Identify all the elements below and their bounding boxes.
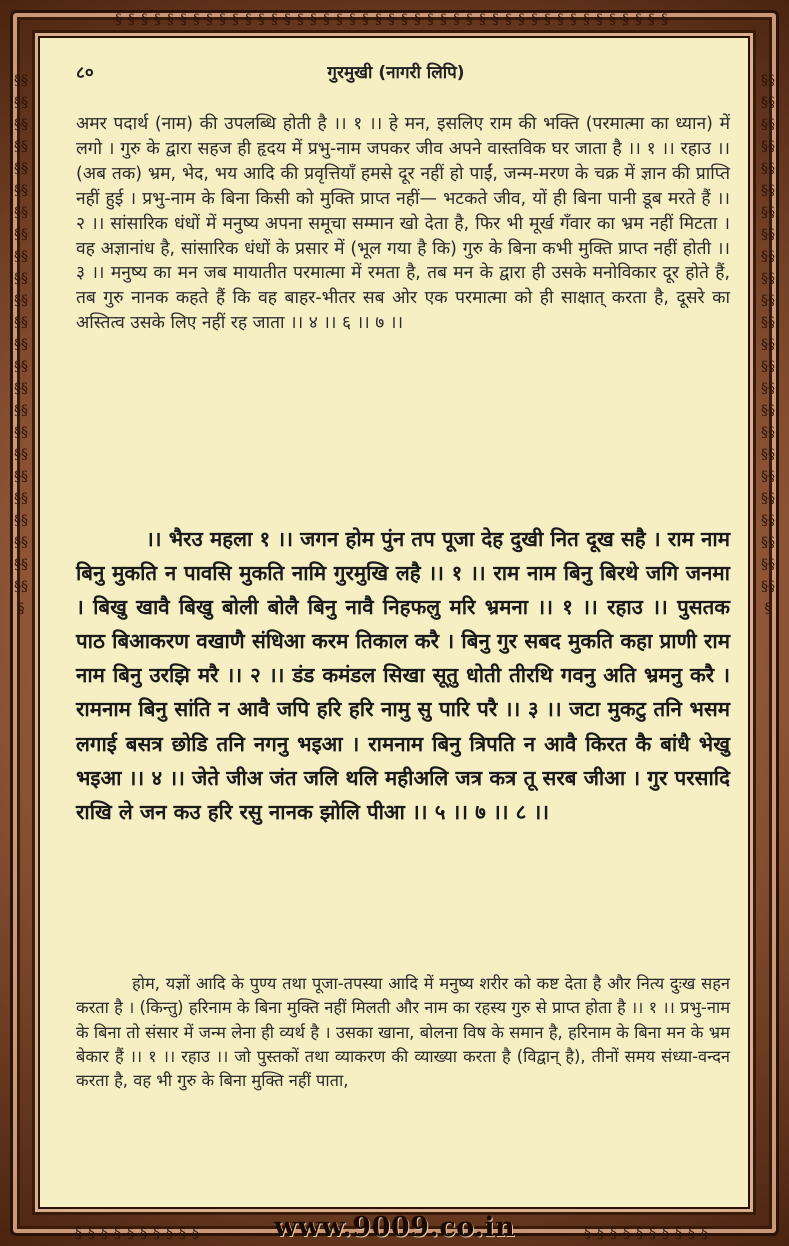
left-border-ornament: §§§§§§§§§§§§§§§§§§§§§§§§§§§§§§§§§§§§§§§§§§§§§§§§§ (14, 73, 28, 617)
bottom-right-ornament: §§§§§§§§§§ (584, 1226, 714, 1240)
top-border-ornament: §§§§§§§§§§§§§§§§§§§§§§§§§§§§§§§§§§§§§§§§§§§ (115, 12, 674, 26)
page-title: गुरमुखी (नागरी लिपि) (327, 63, 465, 83)
bottom-left-ornament: §§§§§§§§§§ (75, 1226, 205, 1240)
translation-paragraph: होम, यज्ञों आदि के पुण्य तथा पूजा-तपस्या आदि में मनुष्य शरीर को कष्ट देता है और नित्य दुःख सहन करता है । (किन्तु) हरिनाम के बिना मुक्ति नहीं मिलती और नाम का रहस्य गुरु से प्राप्त होता है ।। १ ।। प्रभु-नाम के बिना तो संसार में जन्म लेना ही व्यर्थ है । उसका खाना, बोलना विष के समान है, हरिनाम के बिना मन के भ्रम बेकार हैं ।। १ ।। रहाउ ।। जो पुस्तकों तथा व्याकरण की व्याख्या करता है (विद्वान् है), तीनों समय संध्या-वन्दन करता है, वह भी गुरु के बिना मुक्ति नहीं पाता, (76, 974, 730, 1091)
intro-paragraph: अमर पदार्थ (नाम) की उपलब्धि होती है ।। १ ।। हे मन, इसलिए राम की भक्ति (परमात्मा का ध्यान) में लगो । गुरु के द्वारा सहज ही हृदय में प्रभु-नाम जपकर जीव अपने वास्तविक घर जाता है ।। १ ।। रहाउ ।। (अब तक) भ्रम, भेद, भय आदि की प्रवृत्तियाँ हमसे दूर नहीं हो पाईं, जन्म-मरण के चक्र में ज्ञान की प्राप्ति नहीं हुई । प्रभु-नाम के बिना किसी को मुक्ति प्राप्त नहीं— भटकते जीव, यों ही बिना पानी डूब मरते हैं ।। २ ।। सांसारिक धंधों में मनुष्य अपना समूचा सम्मान खो देता है, फिर भी मूर्ख गँवार का भ्रम नहीं मिटता । वह अज्ञानांध है, सांसारिक धंधों के प्रसार में (भूल गया है कि) गुरु के बिना कभी मुक्ति प्राप्त नहीं होती ।। ३ ।। मनुष्य का मन जब मायातीत परमात्मा में रमता है, तब मन के द्वारा ही उसके मनोविकार दूर होते हैं, तब गुरु नानक कहते हैं कि वह बाहर-भीतर सब ओर एक परमात्मा को ही साक्षात् करता है, दूसरे का अस्तित्व उसके लिए नहीं रह जाता ।। ४ ।। ६ ।। ७ ।। (76, 114, 730, 334)
website-watermark: www.9009.co.in (273, 1212, 516, 1243)
page-number: ८० (76, 63, 94, 83)
book-page (38, 36, 750, 1209)
page-header (76, 60, 716, 90)
verse-paragraph: ।। भैरउ महला १ ।। जगन होम पुंन तप पूजा देह दुखी नित दूख सहै । राम नाम बिनु मुकति न पावसि मुकति नामि गुरमुखि लहै ।। १ ।। राम नाम बिनु बिरथे जगि जनमा । बिखु खावै बिखु बोली बोलै बिनु नावै निहफलु मरि भ्रमना ।। १ ।। रहाउ ।। पुसतक पाठ बिआकरण वखाणै संधिआ करम तिकाल करै । बिनु गुर सबद मुकति कहा प्राणी राम नाम बिनु उरझि मरै ।। २ ।। डंड कमंडल सिखा सूतु धोती तीरथि गवनु अति भ्रमनु करै । रामनाम बिनु सांति न आवै जपि हरि हरि नामु सु पारि परै ।। ३ ।। जटा मुकटु तनि भसम लगाई बसत्र छोडि तनि नगनु भइआ । रामनाम बिनु त्रिपति न आवै किरत कै बांधै भेखु भइआ ।। ४ ।। जेते जीअ जंत जलि थलि महीअलि जत्र कत्र तू सरब जीआ । गुर परसादि राखि ले जन कउ हरि रसु नानक झोलि पीआ ।। ५ ।। ७ ।। ८ ।। (76, 527, 730, 824)
right-border-ornament: §§§§§§§§§§§§§§§§§§§§§§§§§§§§§§§§§§§§§§§§§§§§§§§§§ (761, 73, 775, 617)
